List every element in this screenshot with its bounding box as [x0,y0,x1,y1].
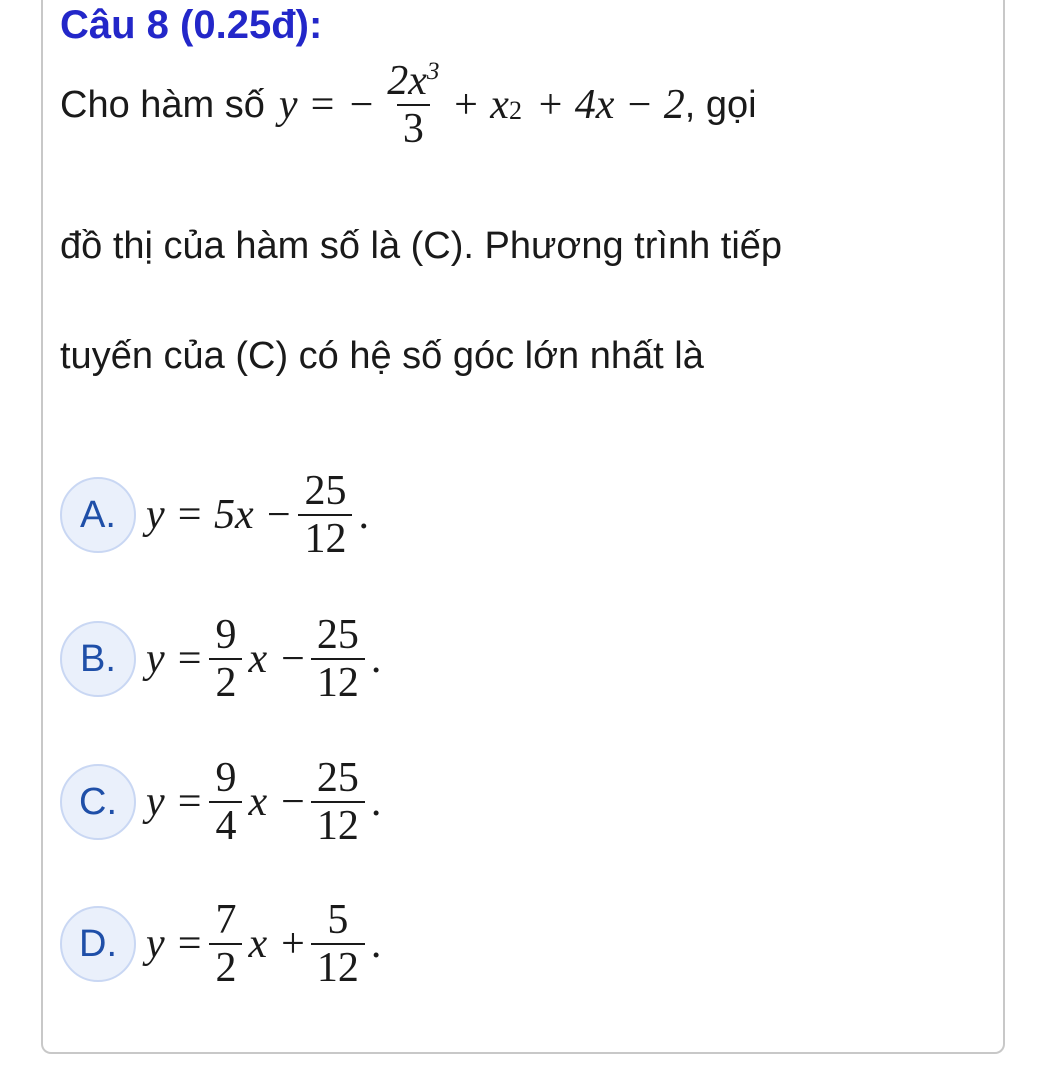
option-a-constant [298,468,352,562]
option-a-c-den: 12 [298,514,352,562]
option-b-end: . [370,636,382,683]
function-lhs: y = − [278,82,376,129]
option-c-lhs: y = [146,779,204,826]
option-d[interactable] [60,897,381,991]
line1-suffix: , gọi [684,83,757,126]
option-b-coef-den: 2 [209,658,242,706]
option-c-label: C. [60,764,136,840]
function-fraction [381,58,445,152]
option-a-label: A. [60,477,136,553]
option-d-coef [209,897,242,991]
option-c-coef-num: 9 [215,755,237,801]
option-d-op: + [281,921,305,968]
option-b-lhs: y = [146,636,204,683]
function-frac-den: 3 [397,104,430,152]
option-c[interactable] [60,755,381,849]
option-c-c-num: 25 [316,755,359,801]
function-rest-a: + x [451,82,509,129]
option-d-coef-num: 7 [215,897,237,943]
option-d-label: D. [60,906,136,982]
option-c-op: − [281,779,305,826]
question-line-3: tuyến của (C) có hệ số góc lớn nhất là [60,335,704,377]
function-frac-num: 2x [387,58,427,104]
option-d-constant [311,897,365,991]
option-c-coef-den: 4 [209,801,242,849]
line1-prefix: Cho hàm số [60,83,265,126]
option-b-c-den: 12 [311,658,365,706]
option-c-var: x [248,779,268,826]
option-b-coef [209,612,242,706]
option-a[interactable] [60,468,369,562]
option-c-coef [209,755,242,849]
option-d-var: x [248,921,268,968]
option-a-c-num: 25 [304,468,347,514]
option-d-c-den: 12 [311,943,365,991]
function-rest-exp: 2 [508,96,522,125]
option-b-op: − [281,636,305,683]
option-a-end: . [358,492,369,539]
function-frac-exp: 3 [426,58,440,85]
option-b-var: x [248,636,268,683]
option-c-constant [311,755,365,849]
option-d-coef-den: 2 [209,943,242,991]
option-c-equation [146,755,381,849]
option-b[interactable] [60,612,381,706]
option-a-lhs: y = 5x − [146,492,293,539]
function-rest-b: + 4x − 2 [535,82,685,129]
option-b-coef-num: 9 [215,612,237,658]
option-d-end: . [370,921,382,968]
option-a-equation [146,468,369,562]
question-title: Câu 8 (0.25đ): [60,3,323,47]
option-c-c-den: 12 [311,801,365,849]
option-b-label: B. [60,621,136,697]
option-b-equation [146,612,381,706]
option-c-end: . [370,779,382,826]
option-d-c-num: 5 [327,897,349,943]
option-b-c-num: 25 [316,612,359,658]
question-line-1 [60,58,757,152]
question-line-2: đồ thị của hàm số là (C). Phương trình tiếp [60,225,783,267]
option-d-lhs: y = [146,921,204,968]
option-b-constant [311,612,365,706]
option-d-equation [146,897,381,991]
